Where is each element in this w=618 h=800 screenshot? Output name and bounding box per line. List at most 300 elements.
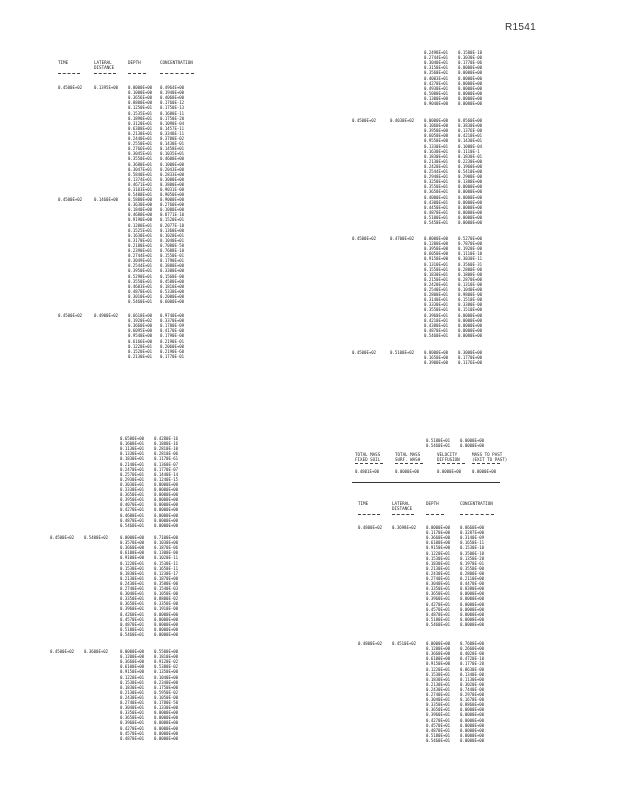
concentration-value: 0.6000E+00 — [160, 299, 185, 304]
lateral-distance-value: 0.4900E+02 — [94, 313, 119, 318]
summary-header: VELOCITY DIFFUSION — [437, 452, 460, 462]
concentration-value: 0.1810E+00 — [160, 283, 185, 289]
depth-value: 0.4070E+01 — [120, 502, 145, 508]
concentration-value: 0.0000E+00 — [154, 517, 179, 523]
concentration-value: 0.2970E+00 — [460, 692, 485, 697]
depth-value: 0.3960E+01 — [120, 606, 145, 612]
time-value: 0.4500E+02 — [58, 313, 83, 318]
concentration-value: 0.5950E-02 — [154, 689, 179, 695]
concentration-value: 0.0000E+00 — [458, 322, 483, 328]
concentration-value: 0.2870E+00 — [458, 276, 483, 282]
concentration-value: 0.1970E-01 — [460, 560, 485, 566]
depth-value: 0.2550E+01 — [128, 141, 153, 147]
depth-value: 0.3660E+00 — [128, 323, 153, 329]
depth-value: 0.1530E+01 — [120, 679, 145, 685]
concentration-value: 0.1040E+00 — [154, 674, 179, 680]
depth-value: 0.1830E+01 — [426, 560, 451, 566]
time-value: 0.4500E+02 — [58, 85, 83, 90]
depth-value: 0.3045E+01 — [128, 151, 153, 157]
depth-value: 0.5290E+01 — [128, 273, 153, 279]
column-header-lateral: LATERAL DISTANCE — [392, 501, 413, 511]
concentration-value: 0.2230E+00 — [458, 158, 483, 164]
depth-value: 0.4300E+01 — [424, 199, 449, 205]
concentration-value: 0.2077E-10 — [160, 222, 185, 228]
depth-value: 0.3660E+00 — [120, 545, 145, 551]
depth-value: 0.1830E+01 — [120, 570, 145, 576]
column-header-lateral: LATERAL DISTANCE — [94, 60, 115, 70]
depth-value: 0.2744E+01 — [424, 55, 449, 61]
depth-value: 0.1130E+01 — [120, 446, 145, 452]
concentration-value: 0.7870E+00 — [458, 241, 483, 247]
depth-value: 0.3330E+01 — [120, 487, 145, 492]
concentration-value: 0.3030E-00 — [458, 55, 483, 61]
depth-value: 0.1830E+01 — [424, 271, 449, 277]
depth-value: 0.2130E+01 — [426, 681, 451, 687]
summary-header: TOTAL MASS FIXED SOIL — [355, 452, 381, 462]
concentration-value: 0.0000E+00 — [460, 438, 485, 443]
concentration-value: 0.3500E-10 — [460, 550, 485, 556]
depth-value: 0.2430E+01 — [426, 570, 451, 576]
depth-value: 0.4600E+01 — [120, 512, 145, 518]
concentration-value: 0.1560E-00 — [160, 273, 185, 279]
concentration-value: 0.1760E-12 — [160, 100, 185, 106]
concentration-value: 0.3020E-00 — [460, 681, 485, 687]
depth-value: 0.3960E+01 — [426, 712, 451, 718]
depth-value: 0.2930E+01 — [120, 476, 145, 482]
concentration-value: 0.8660E+00 — [460, 525, 485, 530]
concentration-value: 0.2043E+00 — [160, 166, 185, 172]
depth-value: 0.1374E+01 — [128, 176, 153, 182]
depth-value: 0.2540E+01 — [424, 287, 449, 292]
summary-header: TOTAL MASS SURF. WASH — [395, 452, 421, 462]
depth-value: 0.4003E+01 — [424, 75, 449, 81]
depth-value: 0.1220E+01 — [426, 550, 451, 556]
concentration-value: 0.4964E+00 — [160, 85, 185, 90]
column-header-time: TIME — [358, 501, 369, 506]
depth-value: 0.3047E+01 — [128, 166, 153, 172]
concentration-value: 0.4470E-00 — [460, 581, 485, 587]
depth-value: 0.6050E+00 — [424, 133, 449, 139]
depth-value: 0.3140E+01 — [424, 297, 449, 303]
concentration-value: 0.3780E-02 — [160, 136, 185, 141]
depth-value: 0.1530E+01 — [120, 565, 145, 571]
concentration-value: 0.1680E-11 — [160, 110, 185, 116]
concentration-value: 0.1770E+00 — [458, 355, 483, 361]
concentration-value: 0.3800E+00 — [160, 181, 185, 187]
concentration-value: 0.4720E-10 — [460, 656, 485, 662]
concentration-value: 0.5410E+00 — [458, 169, 483, 174]
depth-value: 0.3040E+01 — [426, 697, 451, 703]
summary-value: 0.0000E+00 — [395, 469, 420, 474]
time-value: 0.4800E+02 — [358, 525, 383, 530]
depth-value: 0.0000E+00 — [128, 85, 153, 90]
depth-value: 0.1920E+02 — [128, 318, 153, 324]
depth-value: 0.4450E+01 — [424, 204, 449, 210]
concentration-value: 0.0000E+00 — [458, 327, 483, 333]
divider-rule — [460, 514, 494, 515]
concentration-value: 0.1510E+00 — [458, 307, 483, 313]
depth-value: 0.6610E+00 — [128, 313, 153, 318]
concentration-value: 0.3340E-11 — [160, 130, 185, 136]
concentration-value: 0.1960E+00 — [458, 163, 483, 169]
concentration-value: 0.9031E-00 — [160, 187, 185, 192]
depth-value: 0.0000E+00 — [424, 118, 449, 123]
depth-value: 0.3660E+00 — [426, 535, 451, 541]
depth-value: 0.3650E+01 — [120, 492, 145, 498]
depth-value: 0.3103E+01 — [128, 187, 153, 192]
depth-value: 0.4270E+01 — [426, 601, 451, 607]
concentration-value: 0.1750E-13 — [160, 105, 185, 111]
concentration-value: 0.2800E-00 — [460, 570, 485, 576]
depth-value: 0.1310E+01 — [424, 261, 449, 267]
depth-value: 0.9150E+00 — [424, 256, 449, 262]
depth-value: 0.9150E+00 — [426, 545, 451, 551]
concentration-value: 0.0000E+00 — [154, 730, 179, 736]
column-header-conc: CONCENTRATION — [160, 60, 193, 65]
concentration-value: 0.0000E+00 — [460, 611, 485, 617]
concentration-value: 0.3140E-09 — [460, 535, 485, 541]
concentration-value: 0.1030E+00 — [154, 540, 179, 546]
concentration-value: 0.0000E+00 — [154, 507, 179, 513]
concentration-value: 0.5500E+00 — [154, 649, 179, 654]
concentration-value: 0.0000E+00 — [458, 214, 483, 220]
concentration-value: 0.4210E+01 — [458, 133, 483, 139]
concentration-value: 0.1350E-20 — [460, 555, 485, 561]
depth-value: 0.2744E+01 — [128, 253, 153, 259]
concentration-value: 0.1770E-07 — [154, 466, 179, 472]
depth-value: 0.1330E+01 — [424, 143, 449, 149]
depth-value: 0.1200E+00 — [426, 646, 451, 652]
depth-value: 0.5400E+01 — [128, 192, 153, 198]
depth-value: 0.3550E+01 — [424, 184, 449, 190]
concentration-value: 0.0000E+00 — [154, 710, 179, 716]
concentration-value: 0.1870E+00 — [154, 575, 179, 581]
concentration-value: 0.1870E-06 — [154, 545, 179, 551]
depth-value: 0.4671E+01 — [128, 181, 153, 187]
concentration-value: 0.8630E-00 — [460, 666, 485, 672]
depth-value: 0.3656E+00 — [128, 95, 153, 101]
depth-value: 0.6100E+00 — [426, 656, 451, 662]
concentration-value: 0.1810E+00 — [154, 654, 179, 660]
depth-value: 0.4270E+01 — [424, 80, 449, 86]
depth-value: 0.4603E+01 — [128, 283, 153, 289]
concentration-value: 0.1510E-00 — [458, 297, 483, 303]
column-header-depth: DEPTH — [128, 60, 141, 65]
concentration-value: 0.2190E-60 — [160, 348, 185, 354]
depth-value: 0.3650E+01 — [426, 591, 451, 597]
depth-value: 0.2766E+01 — [128, 146, 153, 152]
depth-value: 0.5460E+01 — [424, 332, 449, 338]
depth-value: 0.1520E+01 — [128, 348, 153, 354]
concentration-value: 0.0000E+00 — [460, 712, 485, 718]
concentration-value: 0.0000E+00 — [154, 626, 179, 632]
concentration-value: 0.1880E-16 — [154, 441, 179, 447]
concentration-value: 0.0000E+00 — [154, 502, 179, 508]
concentration-value: 0.1458E+01 — [160, 146, 185, 152]
depth-value: 0.9550E+00 — [424, 138, 449, 144]
divider-rule — [355, 463, 383, 464]
concentration-value: 0.0000E+00 — [458, 209, 483, 215]
depth-value: 0.9150E+00 — [120, 669, 145, 675]
depth-value: 0.2140E+01 — [120, 461, 145, 467]
document-reference: R1541 — [505, 22, 536, 33]
depth-value: 0.6100E+00 — [120, 664, 145, 670]
depth-value: 0.0000E+00 — [426, 525, 451, 530]
depth-value: 0.3950E+00 — [424, 128, 449, 134]
depth-value: 0.4380E+01 — [424, 322, 449, 328]
concentration-value: 0.2833E+00 — [160, 171, 185, 177]
concentration-value: 0.3880E+00 — [160, 263, 185, 269]
concentration-value: 0.7080E-50 — [160, 242, 185, 248]
depth-value: 0.4570E+01 — [120, 616, 145, 622]
depth-value: 0.4870E+01 — [426, 611, 451, 617]
concentration-value: 0.1750E+00 — [154, 684, 179, 690]
concentration-value: 0.0000E+00 — [458, 204, 483, 210]
concentration-value: 0.1310E-00 — [458, 281, 483, 287]
concentration-value: 0.1530E-10 — [460, 545, 485, 551]
divider-rule — [128, 73, 146, 74]
concentration-value: 0.7100E+00 — [154, 535, 179, 540]
concentration-value: 0.0000E+00 — [460, 616, 485, 622]
summary-value: 0.0000E+00 — [472, 469, 497, 474]
concentration-value: 0.0000E+00 — [154, 497, 179, 503]
depth-value: 0.1600E+01 — [120, 441, 145, 447]
depth-value: 0.1840E+00 — [128, 207, 153, 213]
depth-value: 0.3170E+01 — [128, 237, 153, 243]
depth-value: 0.3040E+01 — [424, 60, 449, 66]
depth-value: 0.3550E+01 — [424, 307, 449, 313]
column-header-depth: DEPTH — [426, 501, 439, 506]
concentration-value: 0.0000E+00 — [154, 481, 179, 487]
concentration-value: 0.1750E-20 — [160, 115, 185, 121]
depth-value: 0.5180E+01 — [426, 616, 451, 622]
concentration-value: 0.1080E-04 — [458, 143, 483, 149]
depth-value: 0.3650E+01 — [426, 707, 451, 713]
depth-value: 0.3040E+01 — [120, 591, 145, 597]
depth-value: 0.3040E+01 — [120, 705, 145, 711]
concentration-value: 0.0000E+00 — [458, 85, 483, 91]
concentration-value: 0.1770E-01 — [160, 353, 185, 359]
concentration-value: 0.1020E+01 — [160, 232, 185, 238]
depth-value: 0.5180E+01 — [426, 732, 451, 738]
depth-value: 0.5460E+01 — [128, 299, 153, 304]
concentration-value: 0.1790E+01 — [160, 258, 185, 264]
time-value: 0.4500E+02 — [50, 649, 75, 654]
depth-value: 0.1330E+01 — [120, 451, 145, 457]
concentration-value: 0.0000E+00 — [460, 722, 485, 728]
divider-rule — [94, 73, 116, 74]
depth-value: 0.3550E+01 — [128, 278, 153, 284]
concentration-value: 0.7440E-00 — [460, 686, 485, 692]
concentration-value: 0.2800E-00 — [458, 266, 483, 272]
depth-value: 0.1830E+01 — [426, 676, 451, 682]
concentration-value: 0.8380E+00 — [460, 586, 485, 592]
concentration-value: 0.4280E-16 — [154, 436, 179, 441]
concentration-value: 0.0000E+00 — [460, 732, 485, 738]
depth-value: 0.9190E+00 — [128, 217, 153, 223]
concentration-value: 0.0000E+00 — [458, 312, 483, 318]
concentration-value: 0.1130E+00 — [460, 676, 485, 682]
depth-value: 0.5000E+01 — [424, 90, 449, 96]
depth-value: 0.3900E+00 — [424, 360, 449, 366]
depth-value: 0.1830E+01 — [120, 456, 145, 462]
depth-value: 0.2740E+01 — [120, 700, 145, 705]
depth-value: 0.4000E+01 — [424, 194, 449, 200]
concentration-value: 0.0000E+00 — [154, 487, 179, 492]
divider-rule — [472, 463, 500, 464]
concentration-value: 0.3370E+00 — [160, 318, 185, 324]
concentration-value: 0.0000E+00 — [460, 606, 485, 612]
depth-value: 0.0000E+00 — [120, 649, 145, 654]
depth-value: 0.6580E+00 — [120, 436, 145, 441]
lateral-distance-value: 0.5100E+02 — [390, 350, 415, 355]
concentration-value: 0.1670E-00 — [460, 697, 485, 703]
concentration-value: 0.1580E-10 — [458, 50, 483, 55]
concentration-value: 0.1110E-1 — [458, 148, 480, 154]
depth-value: 0.8000E+00 — [424, 350, 449, 355]
lateral-distance-value: 0.3698E+02 — [392, 525, 417, 530]
depth-value: 0.1170E+00 — [426, 530, 451, 536]
concentration-value: 0.0000E+00 — [458, 65, 483, 71]
concentration-value: 0.1240E-15 — [154, 476, 179, 482]
concentration-value: 0.1940E+00 — [160, 90, 185, 96]
depth-value: 0.3650E+01 — [120, 715, 145, 721]
depth-value: 0.5840E+01 — [128, 171, 153, 177]
concentration-value: 0.0000E+00 — [458, 75, 483, 81]
depth-value: 0.2390E+01 — [128, 248, 153, 253]
concentration-value: 0.0000E+00 — [458, 189, 483, 195]
depth-value: 0.1200E+01 — [128, 222, 153, 228]
depth-value: 0.1530E+01 — [426, 671, 451, 677]
concentration-value: 0.0000E+00 — [460, 727, 485, 733]
concentration-value: 0.1360E+00 — [160, 227, 185, 233]
depth-value: 0.2544E+01 — [424, 169, 449, 174]
depth-value: 0.5100E+01 — [424, 214, 449, 220]
divider-rule — [58, 73, 80, 74]
depth-value: 0.2420E+01 — [424, 281, 449, 287]
concentration-value: 0.1910E-00 — [154, 606, 179, 612]
concentration-value: 0.5380E-02 — [154, 664, 179, 670]
time-value: 0.4500E+02 — [352, 236, 377, 241]
depth-value: 0.1220E+01 — [120, 674, 145, 680]
concentration-value: 0.7600E+00 — [460, 641, 485, 646]
depth-value: 0.2570E+01 — [120, 471, 145, 477]
time-value: 0.4500E+02 — [50, 535, 75, 540]
depth-value: 0.6095E+00 — [128, 328, 153, 334]
depth-value: 0.4870E+01 — [120, 621, 145, 627]
concentration-value: 0.3560E-31 — [458, 261, 483, 267]
depth-value: 0.4870E+01 — [128, 288, 153, 294]
depth-value: 0.4870E+01 — [424, 209, 449, 215]
depth-value: 0.1220E+01 — [426, 666, 451, 672]
depth-value: 0.1000E+00 — [128, 90, 153, 96]
divider-rule — [160, 73, 194, 74]
depth-value: 0.1250E+01 — [128, 105, 153, 111]
lateral-distance-value: 0.4510E+02 — [392, 641, 417, 646]
concentration-value: 0.9050E+00 — [160, 192, 185, 198]
concentration-value: 0.2660E+00 — [460, 646, 485, 652]
depth-value: 0.2498E+01 — [424, 50, 449, 55]
depth-value: 0.2740E+01 — [120, 586, 145, 591]
concentration-value: 0.0000E+00 — [458, 317, 483, 323]
depth-value: 0.3680E+01 — [128, 161, 153, 167]
depth-value: 0.1650E+00 — [424, 355, 449, 361]
depth-value: 0.2740E+01 — [426, 576, 451, 581]
concentration-value: 0.0000E+00 — [458, 199, 483, 205]
concentration-value: 0.3550E-00 — [460, 565, 485, 571]
depth-value: 0.5460E+01 — [426, 443, 451, 449]
depth-value: 0.1830E+01 — [120, 684, 145, 690]
depth-value: 0.5450E+01 — [424, 220, 449, 225]
concentration-value: 0.4060E+00 — [160, 95, 185, 101]
summary-header: MASS TO PAST (EXIT TO PAST) — [472, 452, 508, 462]
depth-value: 0.1830E+01 — [424, 153, 449, 159]
concentration-value: 0.0000E+00 — [154, 715, 179, 721]
depth-value: 0.5880E+00 — [128, 197, 153, 202]
depth-value: 0.1630E+01 — [128, 232, 153, 238]
depth-value: 0.2440E+01 — [128, 136, 153, 141]
concentration-value: 0.0000E+00 — [154, 725, 179, 731]
concentration-value: 0.0000E+00 — [154, 631, 179, 637]
concentration-value: 0.1000E+00 — [160, 161, 185, 167]
depth-value: 0.9100E+00 — [120, 555, 145, 561]
depth-value: 0.0000E+00 — [120, 535, 145, 540]
depth-value: 0.4270E+01 — [120, 507, 145, 513]
depth-value: 0.1530E+01 — [426, 555, 451, 561]
concentration-value: 0.0000E+00 — [154, 512, 179, 518]
depth-value: 0.3120E+01 — [128, 120, 153, 126]
depth-value: 0.3010E+01 — [128, 293, 153, 299]
concentration-value: 0.5270E+00 — [458, 236, 483, 241]
depth-value: 0.1220E+01 — [128, 343, 153, 349]
concentration-value: 0.1780E-50 — [154, 700, 179, 705]
concentration-value: 0.3287E+00 — [460, 530, 485, 536]
concentration-value: 0.1376E-00 — [458, 128, 483, 134]
concentration-value: 0.1330E+00 — [154, 705, 179, 711]
concentration-value: 0.8860E+00 — [460, 702, 485, 708]
concentration-value: 0.0000E+00 — [458, 80, 483, 86]
summary-value: 0.0000E+00 — [437, 469, 462, 474]
concentration-value: 0.0000E+00 — [460, 591, 485, 597]
concentration-value: 0.1040E+01 — [160, 237, 185, 243]
concentration-value: 0.0000E+00 — [460, 443, 485, 449]
concentration-value: 0.8771E-10 — [160, 212, 185, 218]
concentration-value: 0.8800E-02 — [154, 596, 179, 602]
concentration-value: 0.0000E+00 — [460, 621, 485, 627]
depth-value: 0.5460E+01 — [120, 631, 145, 637]
depth-value: 0.1630E+01 — [424, 148, 449, 154]
concentration-value: 0.1035E+01 — [160, 151, 185, 157]
depth-value: 0.4870E+01 — [120, 735, 145, 741]
depth-value: 0.2130E+01 — [120, 575, 145, 581]
depth-value: 0.2430E+01 — [426, 686, 451, 692]
concentration-value: 0.3350E-00 — [154, 601, 179, 607]
depth-value: 0.3960E+01 — [120, 720, 145, 726]
depth-value: 0.1200E+00 — [120, 654, 145, 660]
concentration-value: 0.1170E-61 — [154, 456, 179, 462]
depth-value: 0.3950E+00 — [424, 246, 449, 252]
depth-value: 0.4270E+01 — [120, 725, 145, 731]
depth-value: 0.4570E+01 — [120, 730, 145, 736]
concentration-value: 0.2060E+00 — [160, 343, 185, 349]
depth-value: 0.4570E+01 — [426, 722, 451, 728]
concentration-value: 0.1350E+00 — [154, 669, 179, 675]
concentration-value: 0.1520E+01 — [160, 217, 185, 223]
concentration-value: 0.0000E+00 — [460, 601, 485, 607]
lateral-distance-value: 0.3600E+02 — [84, 649, 109, 654]
depth-value: 0.1300E+00 — [424, 95, 449, 101]
depth-value: 0.1200E+00 — [424, 241, 449, 247]
